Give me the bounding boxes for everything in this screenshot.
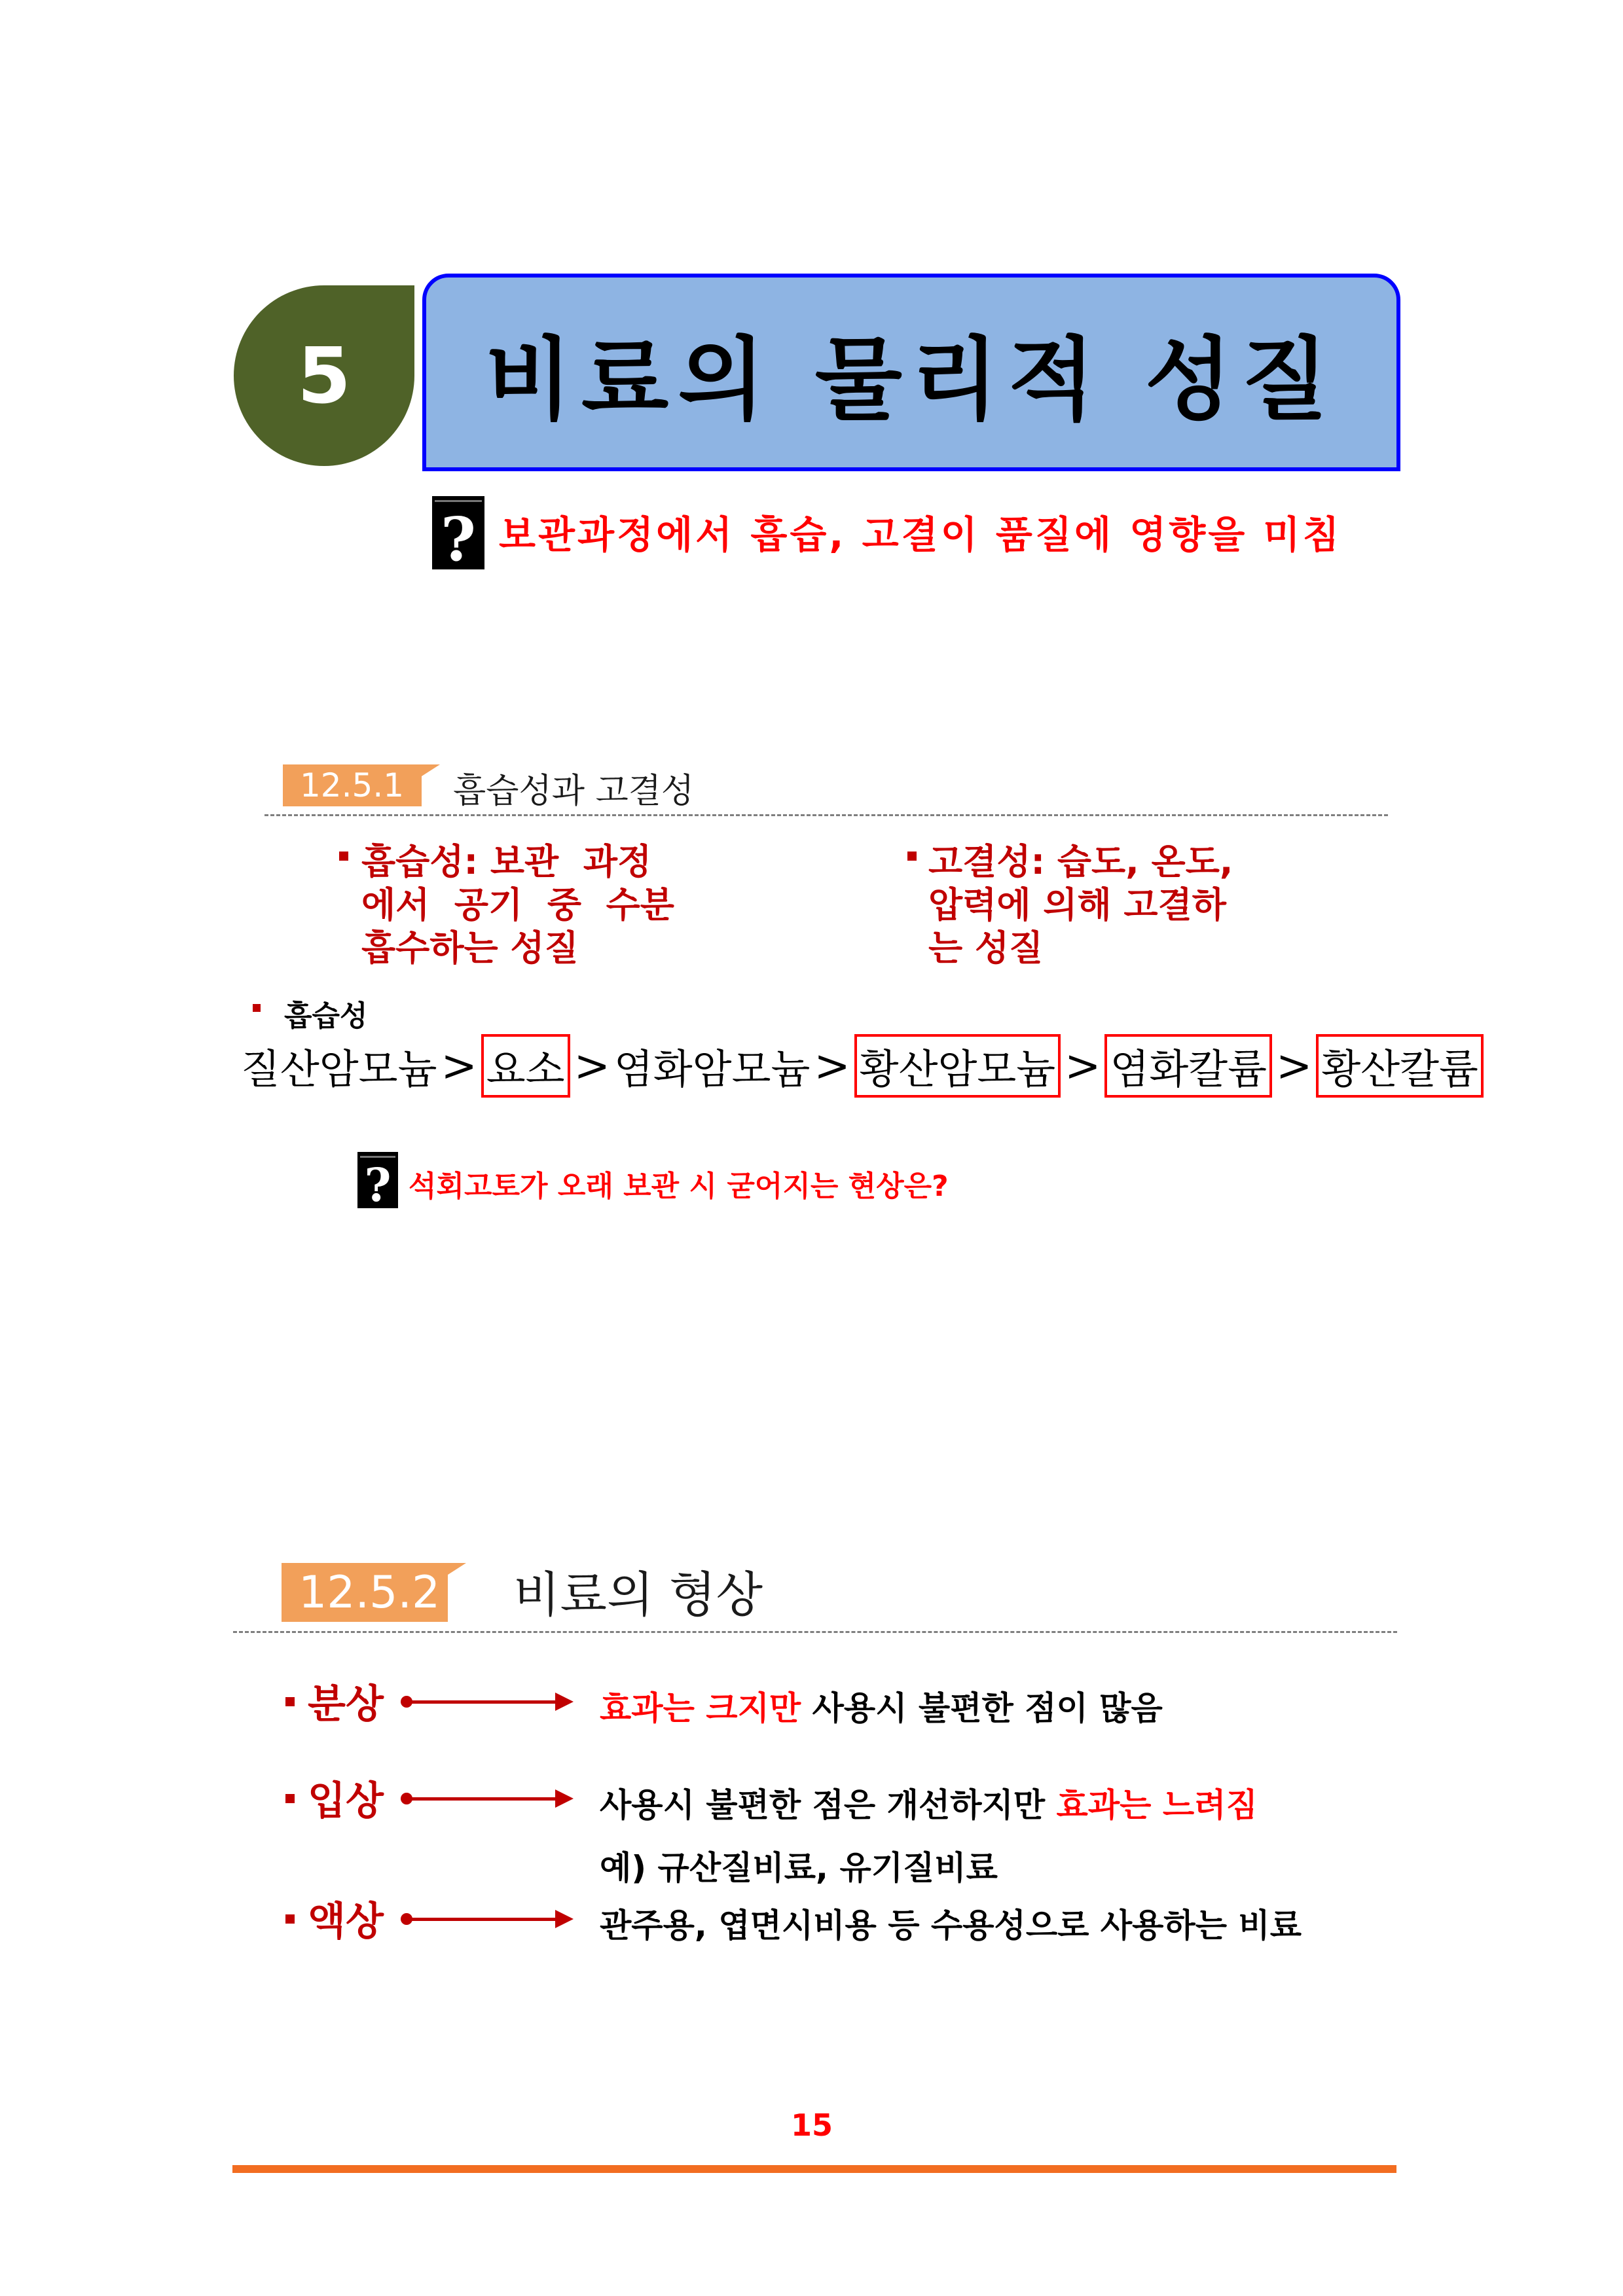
description-highlight: 효과는 크지만 [600,1689,801,1727]
shape-description [600,1682,1163,1729]
question-mark-icon: ? [357,1152,398,1208]
shape-label: 액상 [308,1899,384,1945]
hygroscopic-definition-line: 흡습성: 보관 과정 [361,841,652,882]
section-divider [264,814,1388,816]
greater-than-sign: > [1065,1040,1101,1091]
bullet-icon [253,1004,261,1012]
bullet-icon [285,1697,295,1706]
chain-item-boxed: 황산암모늄 [854,1034,1061,1098]
section-number: 12.5.2 [299,1566,441,1619]
bullet-icon [907,852,917,861]
description-text: 사용시 불편한 점은 개선하지만 [600,1786,1057,1824]
caking-definition-line: 고결성: 습도, 온도, [928,841,1233,882]
chapter-title: 비료의 물리적 성질 [484,327,1338,433]
chain-heading: 흡습성 [284,999,368,1033]
section-number-tag [282,1563,448,1622]
page-number: 15 [790,2108,833,2143]
caking-definition-line: 는 성질 [928,927,1044,969]
chapter-number: 5 [297,331,352,421]
chapter-title-box [422,274,1400,471]
shape-description [600,1779,1258,1826]
section-number: 12.5.1 [300,766,405,804]
bullet-icon [285,1914,295,1924]
shape-example: 예) 규산질비료, 유기질비료 [600,1849,998,1887]
description-highlight: 효과는 느려짐 [1056,1786,1258,1824]
chain-item: 염화암모늄 [613,1045,811,1093]
bullet-icon [339,852,348,861]
shape-description: 관주용, 엽면시비용 등 수용성으로 사용하는 비료 [600,1907,1302,1945]
intro-question: 보관과정에서 흡습, 고결이 품질에 영향을 미침 [499,512,1342,557]
chain-item: 질산암모늄 [241,1045,437,1093]
greater-than-sign: > [814,1040,850,1091]
hygroscopic-definition-line: 에서 공기 중 수분 [361,884,674,925]
chain-item-boxed: 황산칼륨 [1316,1034,1484,1098]
greater-than-sign: > [1276,1040,1313,1091]
description-text: 사용시 불편한 점이 많음 [801,1689,1163,1727]
section-title: 비료의 형상 [513,1567,763,1623]
chain-item-boxed: 염화칼륨 [1104,1034,1272,1098]
caking-definition-line: 압력에 의해 고결하 [928,884,1226,925]
question-mark-icon: ? [432,496,484,569]
bullet-icon [285,1794,295,1803]
section-number-tag [283,764,422,806]
shape-label: 분상 [308,1681,384,1727]
greater-than-sign: > [441,1040,477,1091]
chain-item-boxed: 요소 [481,1034,570,1098]
shape-label: 입상 [308,1778,384,1824]
footer-rule [232,2165,1396,2173]
hygroscopic-definition-line: 흡수하는 성질 [361,927,579,969]
greater-than-sign: > [574,1040,610,1091]
section-question: 석회고토가 오래 보관 시 굳어지는 현상은? [409,1170,949,1203]
section-title: 흡습성과 고결성 [453,772,695,811]
hygroscopicity-ranking [241,1033,1484,1098]
section-divider [233,1631,1397,1633]
